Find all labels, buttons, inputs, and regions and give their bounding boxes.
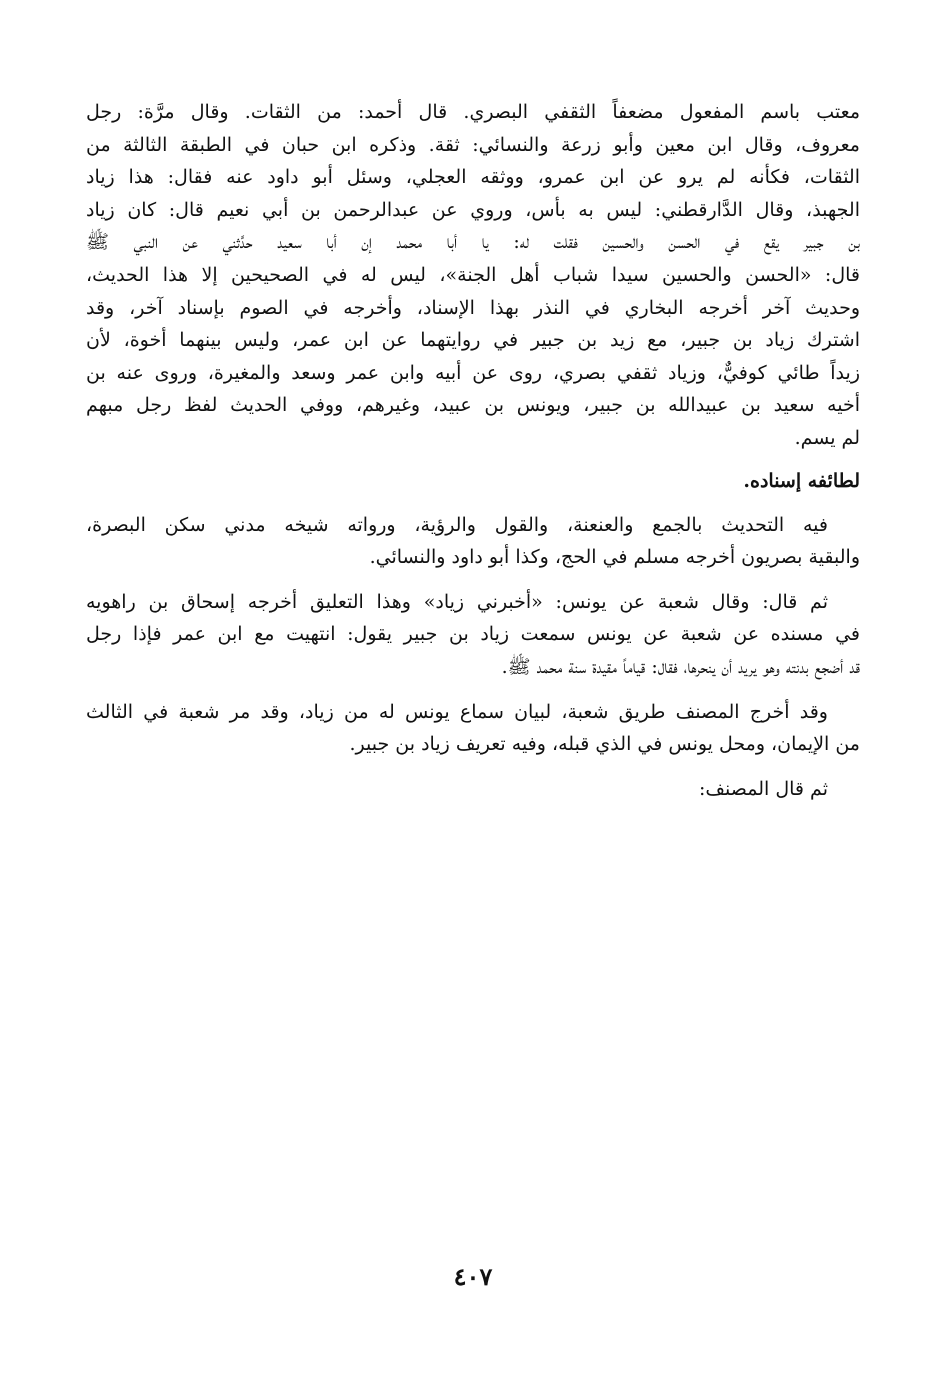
text-line: معروف، وقال ابن معين وأبو زرعة والنسائي: ثقة. وذكره ابن حبان في الطبقة الثالثة من [86, 133, 860, 156]
text-line: لم يسم. [794, 426, 860, 449]
section-heading: لطائفه إسناده. [743, 469, 860, 492]
text-line: قد أضجع بدنته وهو يريد أن ينحرها، فقال: قياماً مقيدة سنة محمد ﷺ. [501, 655, 860, 678]
text-line: بن جبير يقع في الحسن والحسين فقلت له: يا أبا محمد إن أبا سعيد حدَّثني عن النبي ﷺ [86, 231, 860, 254]
page-text-body [86, 96, 860, 817]
text-line: والبقية بصريون أخرجه مسلم في الحج، وكذا أبو داود والنسائي. [369, 546, 860, 569]
paragraph-author-route [86, 696, 860, 761]
text-line: أخيه سعيد بن عبيدالله بن جبير، ويونس بن عبيد، وغيرهم، ووفي الحديث لفظ رجل مبهم [86, 394, 860, 417]
page-number: ٤٠٧ [453, 1262, 493, 1291]
paragraph-narrator-biography [86, 96, 860, 455]
paragraph-then-author-said: ثم قال المصنف: [698, 777, 828, 800]
text-line: قال: «الحسن والحسين سيدا شباب أهل الجنة»، ليس له في الصحيحين إلا هذا الحديث، [86, 263, 860, 286]
text-line: وقد أخرج المصنف طريق شعبة، لبيان سماع يونس له من زياد، وقد مر شعبة في الثالث [86, 700, 828, 723]
text-line: من الإيمان، ومحل يونس في الذي قبله، وفيه تعريف زياد بن جبير. [349, 733, 860, 756]
text-line: وحديث آخر أخرجه البخاري في النذر بهذا الإسناد، وأخرجه في الصوم بإسناد آخر، وقد [86, 296, 860, 319]
paragraph-shuba-narration [86, 586, 860, 684]
text-line: الجهبذ، وقال الدَّارقطني: ليس به بأس، وروي عن عبدالرحمن بن أبي نعيم قال: كان زياد [86, 198, 860, 221]
text-line: معتب باسم المفعول مضعفاً الثقفي البصري. قال أحمد: من الثقات. وقال مرَّة: رجل [86, 101, 860, 123]
text-line: اشترك زياد بن جبير، مع زيد بن جبير في روايتهما عن ابن عمر، وليس بينهما أخوة، لأن [86, 329, 860, 352]
text-line: في مسنده عن شعبة عن يونس سمعت زياد بن جبير يقول: انتهيت مع ابن عمر فإذا رجل [86, 623, 860, 646]
paragraph-chain-features [86, 509, 860, 574]
text-line: الثقات، فكأنه لم يرو عن ابن عمرو، ووثقه العجلي، وسئل أبو داود عنه فقال: هذا زياد [86, 166, 860, 189]
text-line: فيه التحديث بالجمع والعنعنة، والقول والرؤية، ورواته شيخه مدني سكن البصرة، [86, 513, 828, 536]
text-line: زيداً طائي كوفيٌّ، وزياد ثقفي بصري، روى عن أبيه وابن عمر وسعد والمغيرة، وروى عنه بن [86, 361, 860, 384]
text-line: ثم قال: وقال شعبة عن يونس: «أخبرني زياد» وهذا التعليق أخرجه إسحاق بن راهويه [86, 590, 828, 613]
